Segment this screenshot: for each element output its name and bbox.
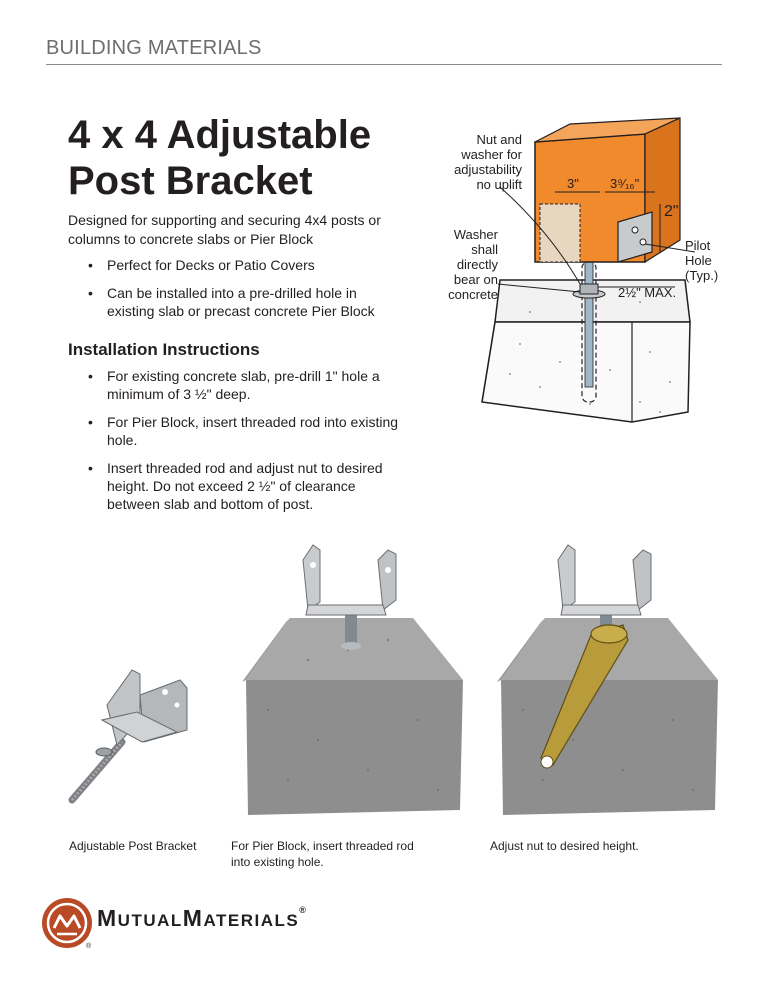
nut [580,284,598,294]
title-line-2: Post Bracket [68,159,313,203]
feature-item: • Perfect for Decks or Patio Covers [86,256,406,274]
label-nut-2: washer for [461,147,522,162]
step-item: • For existing concrete slab, pre-drill 1" hole a minimum of 3 ½" deep. [86,367,406,403]
brand-wordmark: MUTUALMATERIALS® [97,905,308,931]
label-nut-3: adjustability [454,162,522,177]
photo-pier-block [228,540,473,825]
installation-steps [86,367,406,523]
dimension-depth: 3⁹⁄₁₆" [610,176,640,191]
label-pilot-1: Pilot [685,238,711,253]
step-item: • Insert threaded rod and adjust nut to desired height. Do not exceed 2 ½" of clearance between slab and bottom of post. [86,459,406,513]
label-washer-1: Washer [453,227,498,242]
caption-adjust: Adjust nut to desired height. [490,839,639,853]
section-label: BUILDING MATERIALS [46,37,262,59]
dimension-max: 2½" MAX. [618,285,677,300]
caption-bracket: Adjustable Post Bracket [69,839,197,853]
header-divider [46,64,722,65]
step-item: • For Pier Block, insert threaded rod into existing hole. [86,413,406,449]
title-line-1: 4 x 4 Adjustable [68,113,372,157]
mutual-materials-logo-icon [40,896,94,950]
installation-heading: Installation Instructions [68,340,260,359]
label-pilot-2: Hole [685,253,712,268]
label-washer-3: directly [456,257,498,272]
caption-pier-block: For Pier Block, insert threaded rod into existing hole. [231,839,414,869]
page-title [68,112,371,204]
feature-list [86,256,406,330]
dimension-width: 3" [567,176,579,191]
label-washer-5: concrete [448,287,498,302]
label-pilot-3: (Typ.) [685,268,719,283]
label-washer-2: shall [471,242,498,257]
feature-item: • Can be installed into a pre-drilled hole in existing slab or precast concrete Pier Block [86,284,406,320]
photo-bracket [62,660,202,810]
label-washer-4: bear on [453,272,498,287]
threaded-rod [585,262,593,387]
pilot-hole [632,227,638,233]
bracket-diagram [440,112,730,442]
label-nut-4: no uplift [476,177,522,192]
logo-registered-mark: ® [86,943,92,950]
photo-adjust-nut [483,540,728,825]
dimension-height: 2" [664,203,679,220]
product-description: Designed for supporting and securing 4x4 posts or columns to concrete slabs or Pier Block [68,212,381,247]
label-nut-1: Nut and [476,132,522,147]
